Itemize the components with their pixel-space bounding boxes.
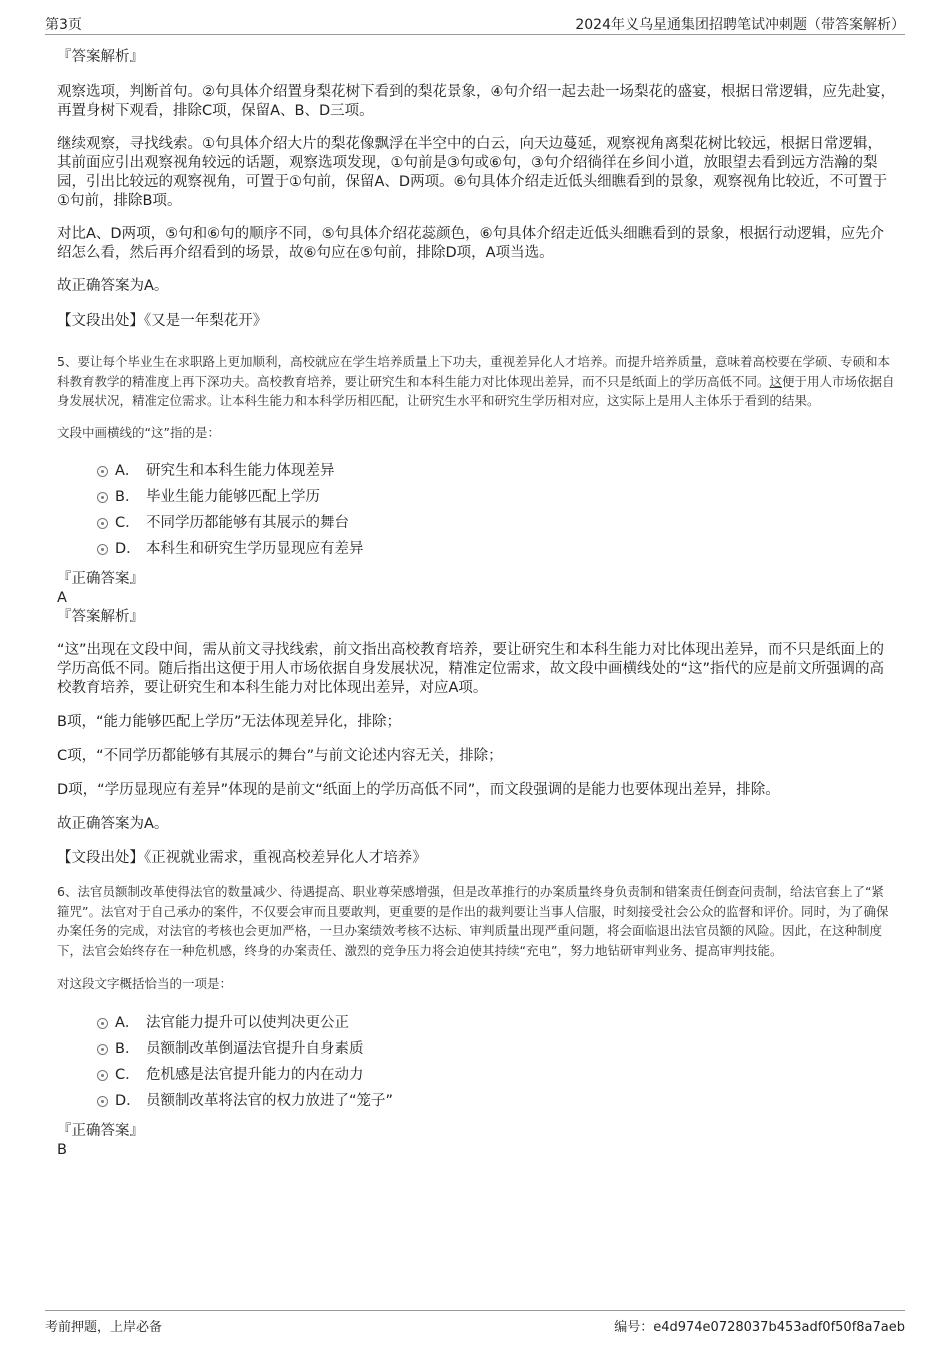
q5-answer-label: 『正确答案』 bbox=[57, 571, 144, 587]
footer-slogan: 考前押题，上岸必备 bbox=[45, 1320, 163, 1335]
radio-icon[interactable] bbox=[97, 466, 108, 477]
q6-option-a[interactable]: A． 法官能力提升可以使判决更公正 bbox=[97, 1010, 895, 1036]
document-title: 2024年义乌星通集团招聘笔试冲刺题（带答案解析） bbox=[575, 17, 905, 33]
q5-option-b[interactable]: B． 毕业生能力能够匹配上学历 bbox=[97, 484, 895, 510]
q5-conclusion: 故正确答案为A。 bbox=[57, 816, 169, 832]
q6-option-d[interactable]: D． 员额制改革将法官的权力放进了“笼子” bbox=[97, 1088, 895, 1114]
q4-analysis-para-3: 对比A、D两项，⑤句和⑥句的顺序不同，⑤句具体介绍花蕊颜色，⑥句具体介绍走近低头细瞧看到的景象，根据行动逻辑，应先介绍怎么看，然后再介绍看到的场景，故⑥句应在⑤句前，排除D项，A项当选。 bbox=[57, 226, 885, 261]
q5-analysis-para-1: “这”出现在文段中间，需从前文寻找线索，前文指出高校教育培养，要让研究生和本科生能力对比体现出差异，而不只是纸面上的学历高低不同。随后指出这便于用人市场依据自身发展状况，精准定位需求，故文段中画横线处的“这”指代的应是前文所强调的高校教育培养，要让研究生和本科生能力对比体现出差异，对应A项。 bbox=[57, 642, 885, 696]
radio-icon[interactable] bbox=[97, 1044, 108, 1055]
q4-analysis-label: 『答案解析』 bbox=[57, 49, 144, 65]
q5-analysis-label: 『答案解析』 bbox=[57, 609, 144, 625]
q6-option-c[interactable]: C． 危机感是法官提升能力的内在动力 bbox=[97, 1062, 895, 1088]
q4-source: 【文段出处】《又是一年梨花开》 bbox=[57, 313, 268, 329]
q6-answer: B bbox=[57, 1141, 67, 1158]
q4-conclusion: 故正确答案为A。 bbox=[57, 278, 169, 294]
page-header bbox=[45, 12, 905, 35]
q4-analysis-para-1: 观察选项，判断首句。②句具体介绍置身梨花树下看到的梨花景象，④句介绍一起去赴一场梨花的盛宴，根据日常逻辑，应先赴宴，再置身树下观看，排除C项，保留A、B、D三项。 bbox=[57, 84, 895, 119]
q6-options bbox=[57, 1010, 895, 1114]
radio-icon[interactable] bbox=[97, 1018, 108, 1029]
page-footer bbox=[45, 1310, 905, 1335]
q5-analysis-para-4: D项，“学历显现应有差异”体现的是前文“纸面上的学历高低不同”，而文段强调的是能力也要体现出差异，排除。 bbox=[57, 782, 780, 798]
q5-underlined-word: 这 bbox=[769, 373, 783, 389]
q5-stem: 5、要让每个毕业生在求职路上更加顺利，高校就应在学生培养质量上下功夫，重视差异化人才培养。而提升培养质量，意味着高校要在学硕、专硕和本科教育教学的精准度上再下深功夫。高校教育培养，要让研究生和本科生能力对比体现出差异，而不只是纸面上的学历高低不同。这便于用人市场依据自身发展状况，精准定位需求。让本科生能力和本科学历相匹配，让研究生水平和研究生学历相对应，这实际上是用人主体乐于看到的结果。 bbox=[57, 354, 895, 408]
q5-analysis-para-2: B项，“能力能够匹配上学历”无法体现差异化，排除； bbox=[57, 714, 401, 730]
q5-question: 文段中画横线的“这”指的是： bbox=[57, 424, 220, 440]
radio-icon[interactable] bbox=[97, 518, 108, 529]
q6-answer-label: 『正确答案』 bbox=[57, 1122, 144, 1139]
q6-question: 对这段文字概括恰当的一项是： bbox=[57, 976, 233, 991]
radio-icon[interactable] bbox=[97, 1096, 108, 1107]
radio-icon[interactable] bbox=[97, 1070, 108, 1081]
q5-analysis-para-3: C项，“不同学历都能够有其展示的舞台”与前文论述内容无关，排除； bbox=[57, 748, 503, 764]
q5-option-a[interactable]: A． 研究生和本科生能力体现差异 bbox=[97, 458, 895, 484]
q6-stem: 6、法官员额制改革使得法官的数量减少、待遇提高、职业尊荣感增强，但是改革推行的办案质量终身负责制和错案责任倒查问责制，给法官套上了“紧箍咒”。法官对于自己承办的案件，不仅要会审而且要敢判，更重要的是作出的裁判要让当事人信服，时刻接受社会公众的监督和评价。同时，为了确保办案任务的完成，对法官的考核也会更加严格，一旦办案绩效考核不达标、审判质量出现严重问题，将会面临退出法官员额的风险。因此，在这种制度下，法官会始终存在一种危机感，终身的办案责任、激烈的竞争压力将会迫使其持续“充电”，努力地钻研审判业务、提高审判技能。 bbox=[57, 884, 889, 958]
q5-option-c[interactable]: C． 不同学历都能够有其展示的舞台 bbox=[97, 510, 895, 536]
page-content bbox=[57, 44, 895, 1160]
radio-icon[interactable] bbox=[97, 544, 108, 555]
q6-option-b[interactable]: B． 员额制改革倒逼法官提升自身素质 bbox=[97, 1036, 895, 1062]
q5-option-d[interactable]: D． 本科生和研究生学历显现应有差异 bbox=[97, 536, 895, 562]
q5-answer: A bbox=[57, 590, 67, 606]
radio-icon[interactable] bbox=[97, 492, 108, 503]
q5-source: 【文段出处】《正视就业需求，重视高校差异化人才培养》 bbox=[57, 850, 427, 866]
page-number: 第3页 bbox=[45, 17, 82, 33]
q4-analysis-para-2: 继续观察，寻找线索。①句具体介绍大片的梨花像飘浮在半空中的白云，向天边蔓延，观察视角离梨花树比较远，根据日常逻辑，其前面应引出观察视角较远的话题，观察选项发现，①句前是③句或⑥句，③句介绍徜徉在乡间小道，放眼望去看到远方浩瀚的梨园，引出比较远的观察视角，可置于①句前，保留A、D两项。⑥句具体介绍走近低头细瞧看到的景象，观察视角比较近，不可置于①句前，排除B项。 bbox=[57, 136, 888, 209]
q5-options bbox=[57, 458, 895, 562]
footer-serial: 编号：e4d974e0728037b453adf0f50f8a7aeb bbox=[614, 1320, 905, 1335]
